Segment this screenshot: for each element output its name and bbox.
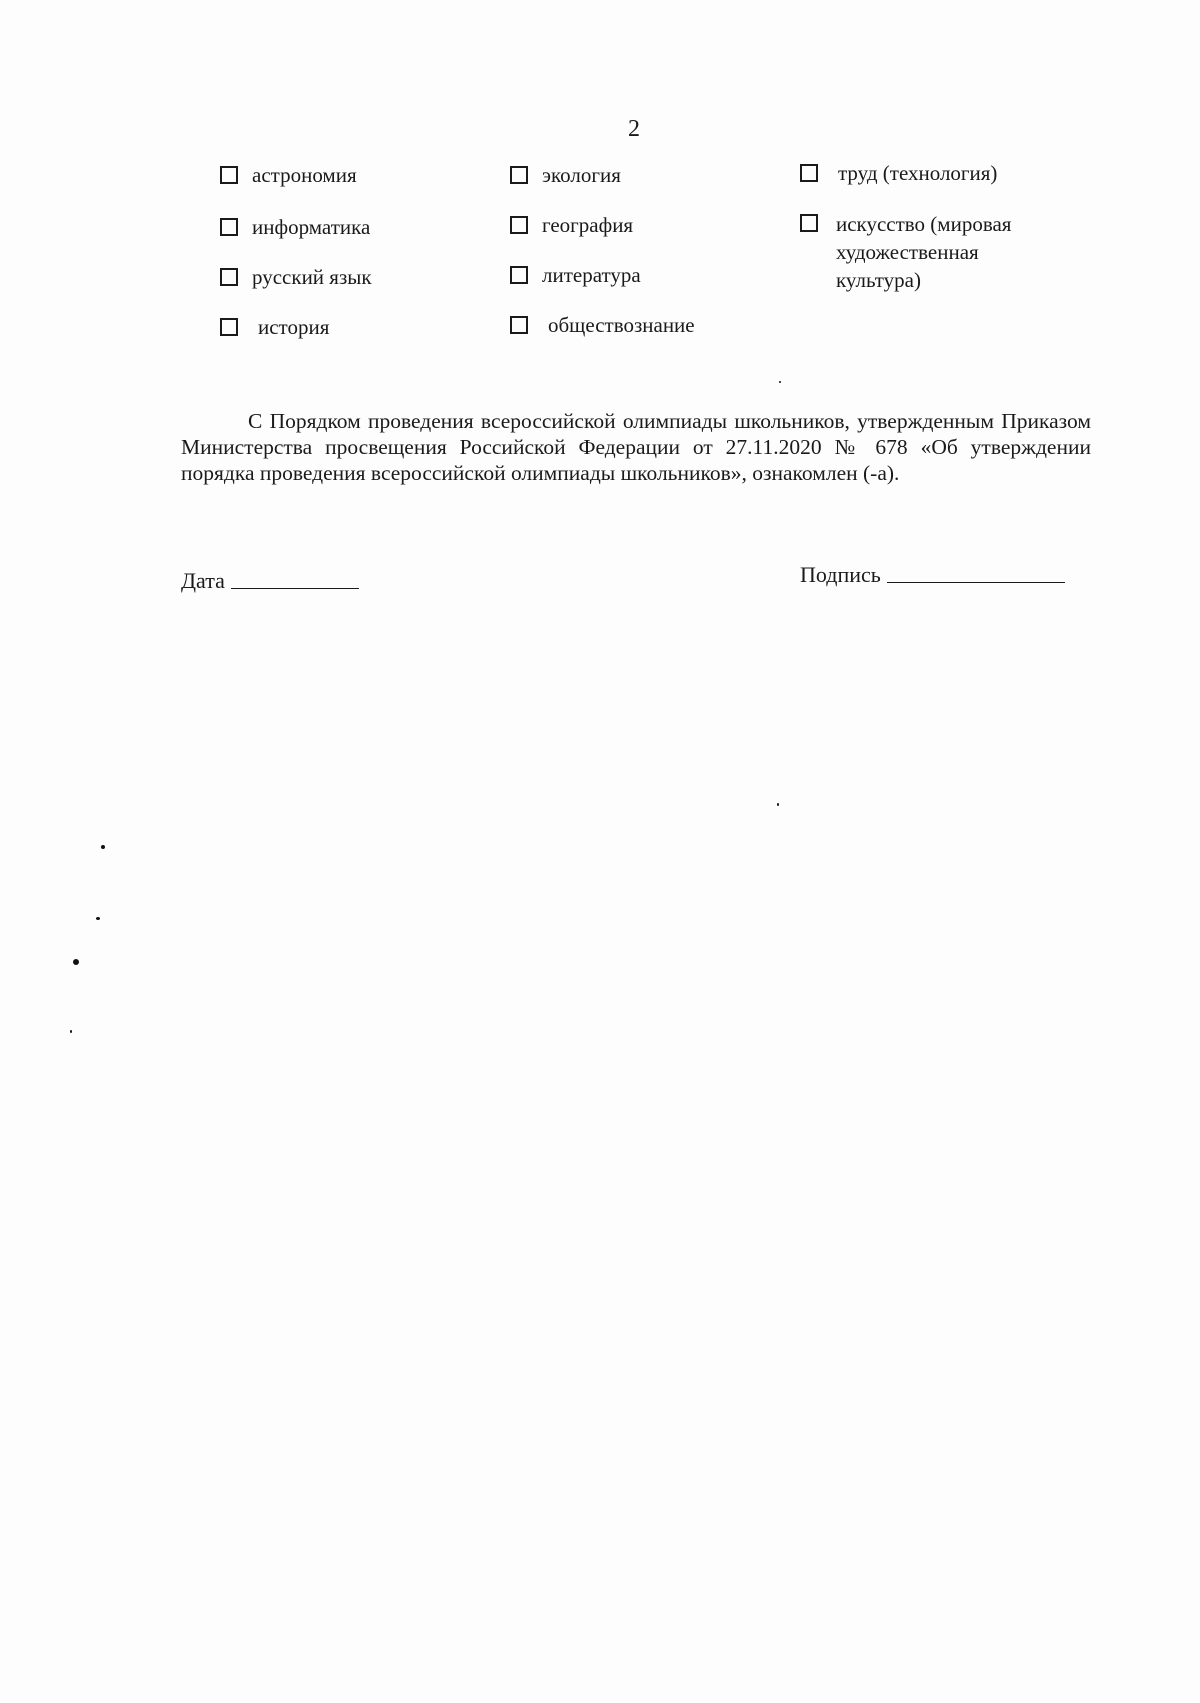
- subject-label: обществознание: [548, 313, 695, 337]
- signature-line[interactable]: [887, 582, 1065, 583]
- checkbox-icon[interactable]: [510, 166, 528, 184]
- checkbox-icon[interactable]: [220, 166, 238, 184]
- signature-label: Подпись: [800, 562, 881, 587]
- subject-label: история: [258, 315, 330, 339]
- subject-option-social-studies[interactable]: [510, 312, 695, 338]
- subject-option-russian-language[interactable]: [220, 264, 372, 290]
- checkbox-icon[interactable]: [220, 318, 238, 336]
- subject-option-astronomy[interactable]: [220, 162, 357, 188]
- subject-label: искусство (мировая художественная культура): [836, 212, 1012, 292]
- checkbox-icon[interactable]: [510, 216, 528, 234]
- date-field[interactable]: [181, 568, 359, 594]
- subject-label: литература: [542, 263, 641, 287]
- subject-label: астрономия: [252, 163, 357, 187]
- subject-option-technology[interactable]: [800, 160, 997, 186]
- subject-label: экология: [542, 163, 621, 187]
- checkbox-icon[interactable]: [800, 214, 818, 232]
- subject-option-literature[interactable]: [510, 262, 641, 288]
- checkbox-icon[interactable]: [220, 268, 238, 286]
- checkbox-icon[interactable]: [220, 218, 238, 236]
- date-line[interactable]: [231, 588, 359, 589]
- subject-label: информатика: [252, 215, 371, 239]
- scan-speck: [70, 1030, 72, 1033]
- subject-option-art[interactable]: [800, 210, 1046, 294]
- subject-option-history[interactable]: [220, 314, 329, 340]
- checkbox-icon[interactable]: [510, 316, 528, 334]
- consent-statement: С Порядком проведения всероссийской олимпиады школьников, утвержденным Приказом Министерства просвещения Российской Федерации от 27.11.2020 № 678 «Об утверждении порядка проведения всероссийской олимпиады школьников», ознакомлен (-а).: [181, 409, 1091, 485]
- scan-speck: [101, 845, 105, 849]
- scan-speck: [96, 917, 100, 920]
- checkbox-icon[interactable]: [800, 164, 818, 182]
- subject-option-informatics[interactable]: [220, 214, 370, 240]
- scan-speck: [73, 959, 79, 965]
- date-label: Дата: [181, 568, 225, 593]
- subject-label: русский язык: [252, 265, 372, 289]
- subject-label: труд (технология): [838, 161, 998, 185]
- subject-option-ecology[interactable]: [510, 162, 621, 188]
- scan-speck: [777, 803, 779, 806]
- checkbox-icon[interactable]: [510, 266, 528, 284]
- subject-option-geography[interactable]: [510, 212, 633, 238]
- signature-field[interactable]: [800, 562, 1065, 588]
- page-number: 2: [628, 116, 640, 142]
- scan-speck: [779, 381, 781, 383]
- subject-label: география: [542, 213, 634, 237]
